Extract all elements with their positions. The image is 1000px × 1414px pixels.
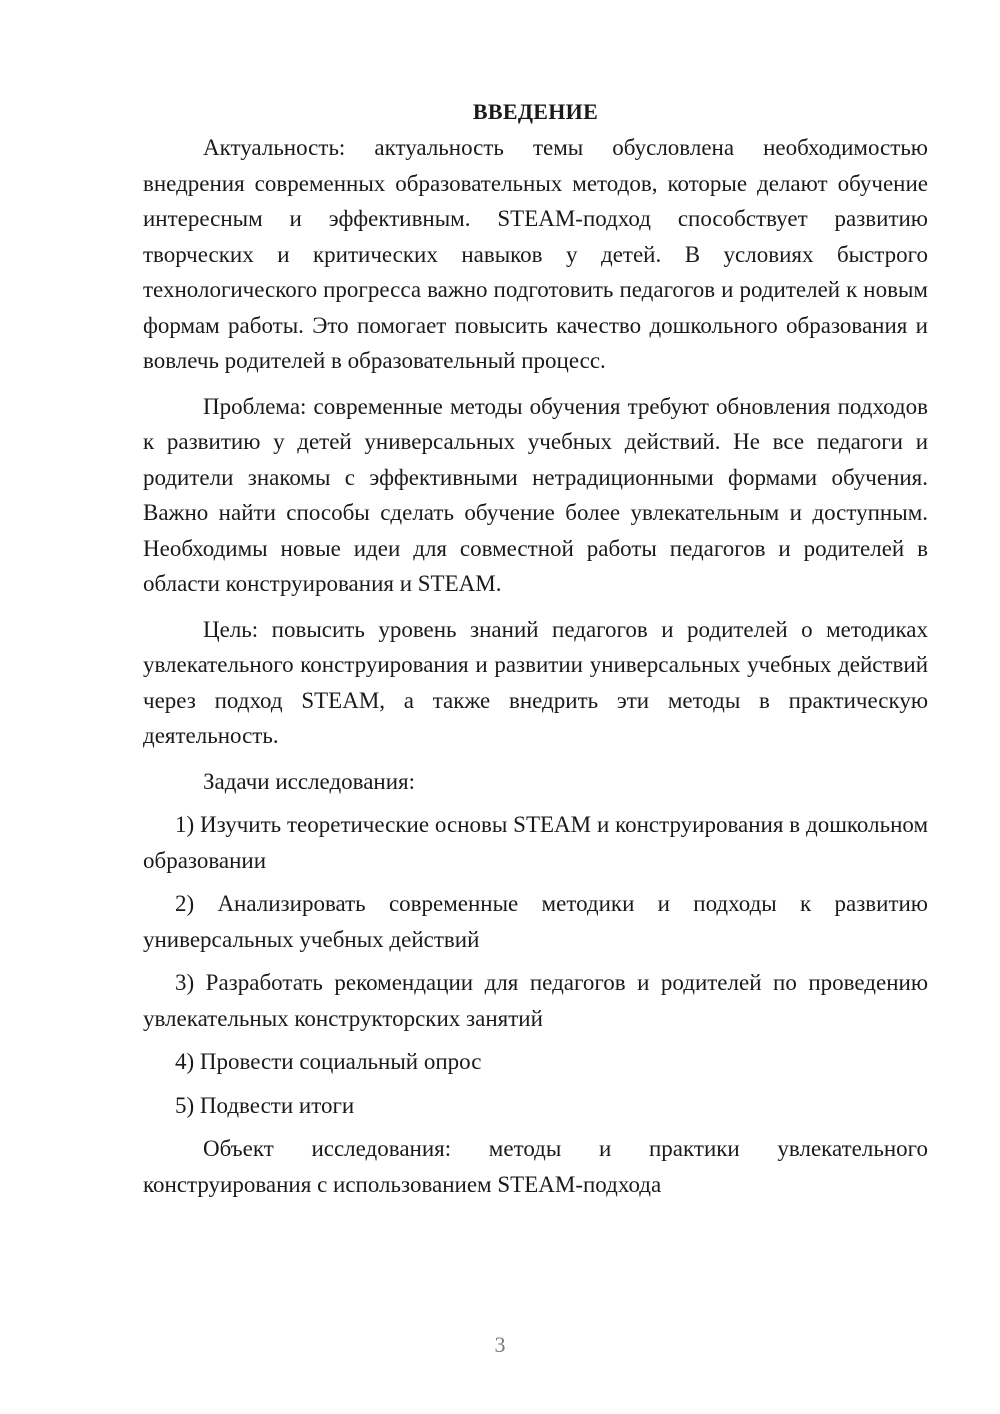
- paragraph-object: Объект исследования: методы и практики увлекательного конструирования с использованием STEAM-подхода: [143, 1136, 928, 1197]
- task-item-5: 5) Подвести итоги: [175, 1092, 355, 1118]
- paragraph-goal: Цель: повысить уровень знаний педагогов и родителей о методиках увлекательного конструирования и развитии универсальных учебных действий через подход STEAM, а также внедрить эти методы в практическую деятельность.: [143, 616, 928, 748]
- page-content: [143, 94, 928, 1202]
- task-item-4: 4) Провести социальный опрос: [175, 1049, 482, 1074]
- paragraph-relevance: Актуальность: актуальность темы обусловлена необходимостью внедрения современных образовательных методов, которые делают обучение интересным и эффективным. STEAM-подход способствует развитию творческих и критических навыков у детей. В условиях быстрого технологического прогресса важно подготовить педагогов и родителей к новым формам работы. Это помогает повысить качество дошкольного образования и вовлечь родителей в образовательный процесс.: [143, 135, 928, 373]
- section-title: ВВЕДЕНИЕ: [472, 99, 599, 124]
- page-number: 3: [494, 1332, 506, 1357]
- tasks-heading: Задачи исследования:: [203, 768, 416, 794]
- task-item-3: 3) Разработать рекомендации для педагогов и родителей по проведению увлекательных конструкторских занятий: [143, 970, 928, 1031]
- paragraph-problem: Проблема: современные методы обучения требуют обновления подходов к развитию у детей универсальных учебных действий. Не все педагоги и родители знакомы с эффективными нетрадиционными формами обучения. Важно найти способы сделать обучение более увлекательным и доступным. Необходимы новые идеи для совместной работы педагогов и родителей в области конструирования и STEAM.: [143, 393, 928, 596]
- task-item-1: 1) Изучить теоретические основы STEAM и конструирования в дошкольном образовании: [143, 812, 928, 873]
- task-item-2: 2) Анализировать современные методики и подходы к развитию универсальных учебных действий: [143, 891, 928, 952]
